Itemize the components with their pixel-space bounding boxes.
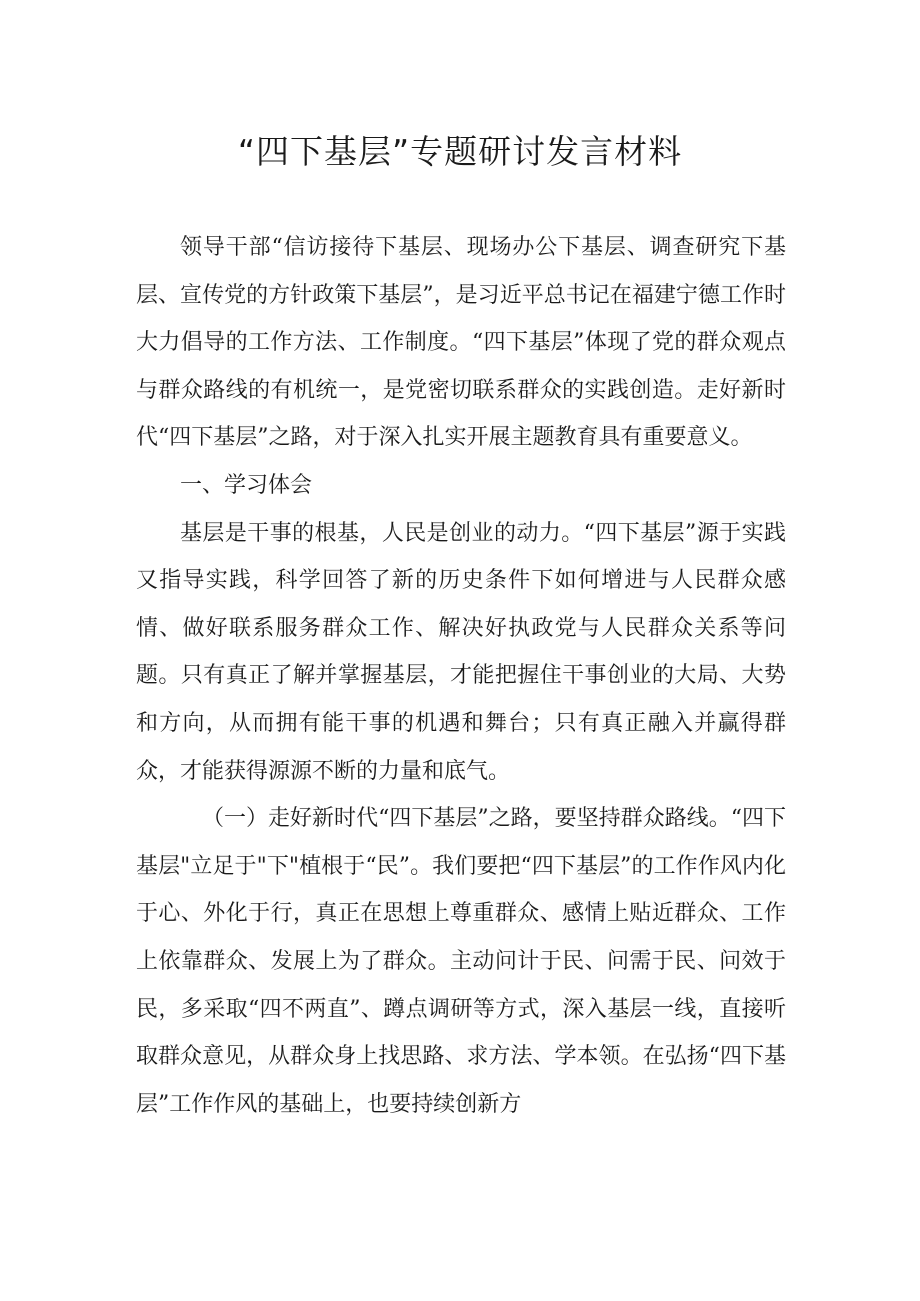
document-title: “四下基层”专题研讨发言材料 (237, 132, 683, 171)
section-heading-learning: 一、学习体会 (180, 472, 313, 498)
paragraph-mass-line: （一）走好新时代“四下基层”之路，要坚持群众路线。“四下基层"立足于"下"植根于“民”。我们要把“四下基层”的工作作风内化于心、外化于行，真正在思想上尊重群众、感情上贴近群众、工作上依靠群众、发展上为了群众。主动问计于民、问需于民、问效于民，多采取“四不两直”、蹲点调研等方式，深入基层一线，直接听取群众意见，从群众身上找思路、求方法、学本领。在弘扬“四下基层”工作作风的基础上，也要持续创新方 (136, 806, 786, 1117)
document-body (136, 224, 786, 1128)
paragraph-grassroots: 基层是干事的根基，人民是创业的动力。“四下基层”源于实践又指导实践，科学回答了新的历史条件下如何增进与人民群众感情、做好联系服务群众工作、解决好执政党与人民群众关系等问题。只有真正了解并掌握基层，才能把握住干事创业的大局、大势和方向，从而拥有能干事的机遇和舞台；只有真正融入并赢得群众，才能获得源源不断的力量和底气。 (136, 520, 786, 784)
paragraph-intro: 领导干部“信访接待下基层、现场办公下基层、调查研究下基层、宣传党的方针政策下基层”，是习近平总书记在福建宁德工作时大力倡导的工作方法、工作制度。“四下基层”体现了党的群众观点与群众路线的有机统一，是党密切联系群众的实践创造。走好新时代“四下基层”之路，对于深入扎实开展主题教育具有重要意义。 (136, 235, 786, 451)
